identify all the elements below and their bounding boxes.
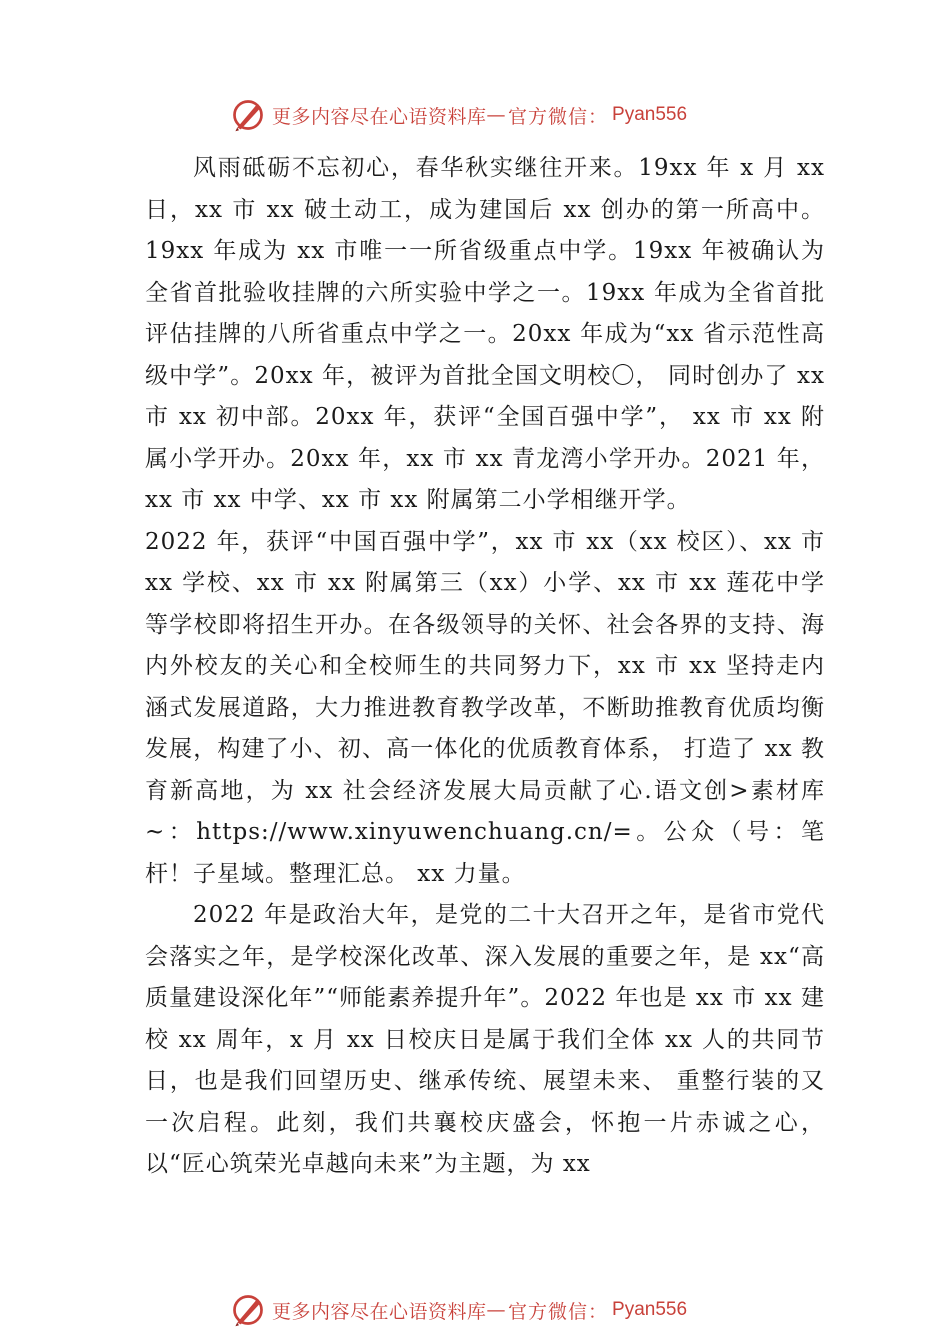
- document-body: [145, 148, 825, 1186]
- pen-logo-icon: [230, 1292, 266, 1328]
- header-wechat-label: 官方微信：: [508, 105, 609, 128]
- footer-banner: [230, 1290, 750, 1330]
- header-wechat-id: Pyan556: [612, 104, 688, 125]
- header-dash: —: [486, 104, 507, 126]
- paragraph-2: 2022 年，获评“中国百强中学”，xx 市 xx（xx 校区）、xx 市 xx 学校、xx 市 xx 附属第三（xx）小学、xx 市 xx 莲花中学等学校即将招生开办。在各级领导的关怀、社会各界的支持、海内外校友的关心和全校师生的共同努力下，xx 市 xx 坚持走内涵式发展道路，大力推进教育教学改革，不断助推教育优质均衡发展，构建了小、初、高一体化的优质教育体系， 打造了 xx 教育新高地，为 xx 社会经济发展大局贡献了心.语文创>素材库~：https://www.xinyuwenchuang.cn/=。公众（号：笔杆！子星域。整理汇总。 xx 力量。: [145, 528, 825, 887]
- footer-wechat-label: 官方微信：: [508, 1300, 609, 1323]
- header-banner: [230, 95, 750, 135]
- paragraph-1: 风雨砥砺不忘初心，春华秋实继往开来。19xx 年 x 月 xx 日，xx 市 xx 破土动工，成为建国后 xx 创办的第一所高中。19xx 年成为 xx 市唯一一所省级重点中学。19xx 年被确认为全省首批验收挂牌的六所实验中学之一。19xx 年成为全省首批评估挂牌的八所省重点中学之一。20xx 年成为“xx 省示范性高级中学”。20xx 年，被评为首批全国文明校〇， 同时创办了 xx 市 xx 初中部。20xx 年，获评“全国百强中学”， xx 市 xx 附属小学开办。20xx 年，xx 市 xx 青龙湾小学开办。2021 年，xx 市 xx 中学、xx 市 xx 附属第二小学相继开学。: [145, 155, 825, 513]
- paragraph-3: 2022 年是政治大年，是党的二十大召开之年，是省市党代会落实之年，是学校深化改革、深入发展的重要之年，是 xx“高质量建设深化年”“师能素养提升年”。2022 年也是 xx 市 xx 建校 xx 周年，x 月 xx 日校庆日是属于我们全体 xx 人的共同节日，也是我们回望历史、继承传统、展望未来、 重整行装的又一次启程。此刻，我们共襄校庆盛会，怀抱一片赤诚之心，以“匠心筑荣光卓越向未来”为主题，为 xx: [145, 902, 825, 1177]
- pen-logo-icon: [230, 97, 266, 133]
- header-slogan: 更多内容尽在心语资料库: [272, 105, 487, 128]
- footer-dash: —: [486, 1299, 507, 1321]
- footer-slogan: 更多内容尽在心语资料库: [272, 1300, 487, 1323]
- footer-wechat-id: Pyan556: [612, 1299, 688, 1320]
